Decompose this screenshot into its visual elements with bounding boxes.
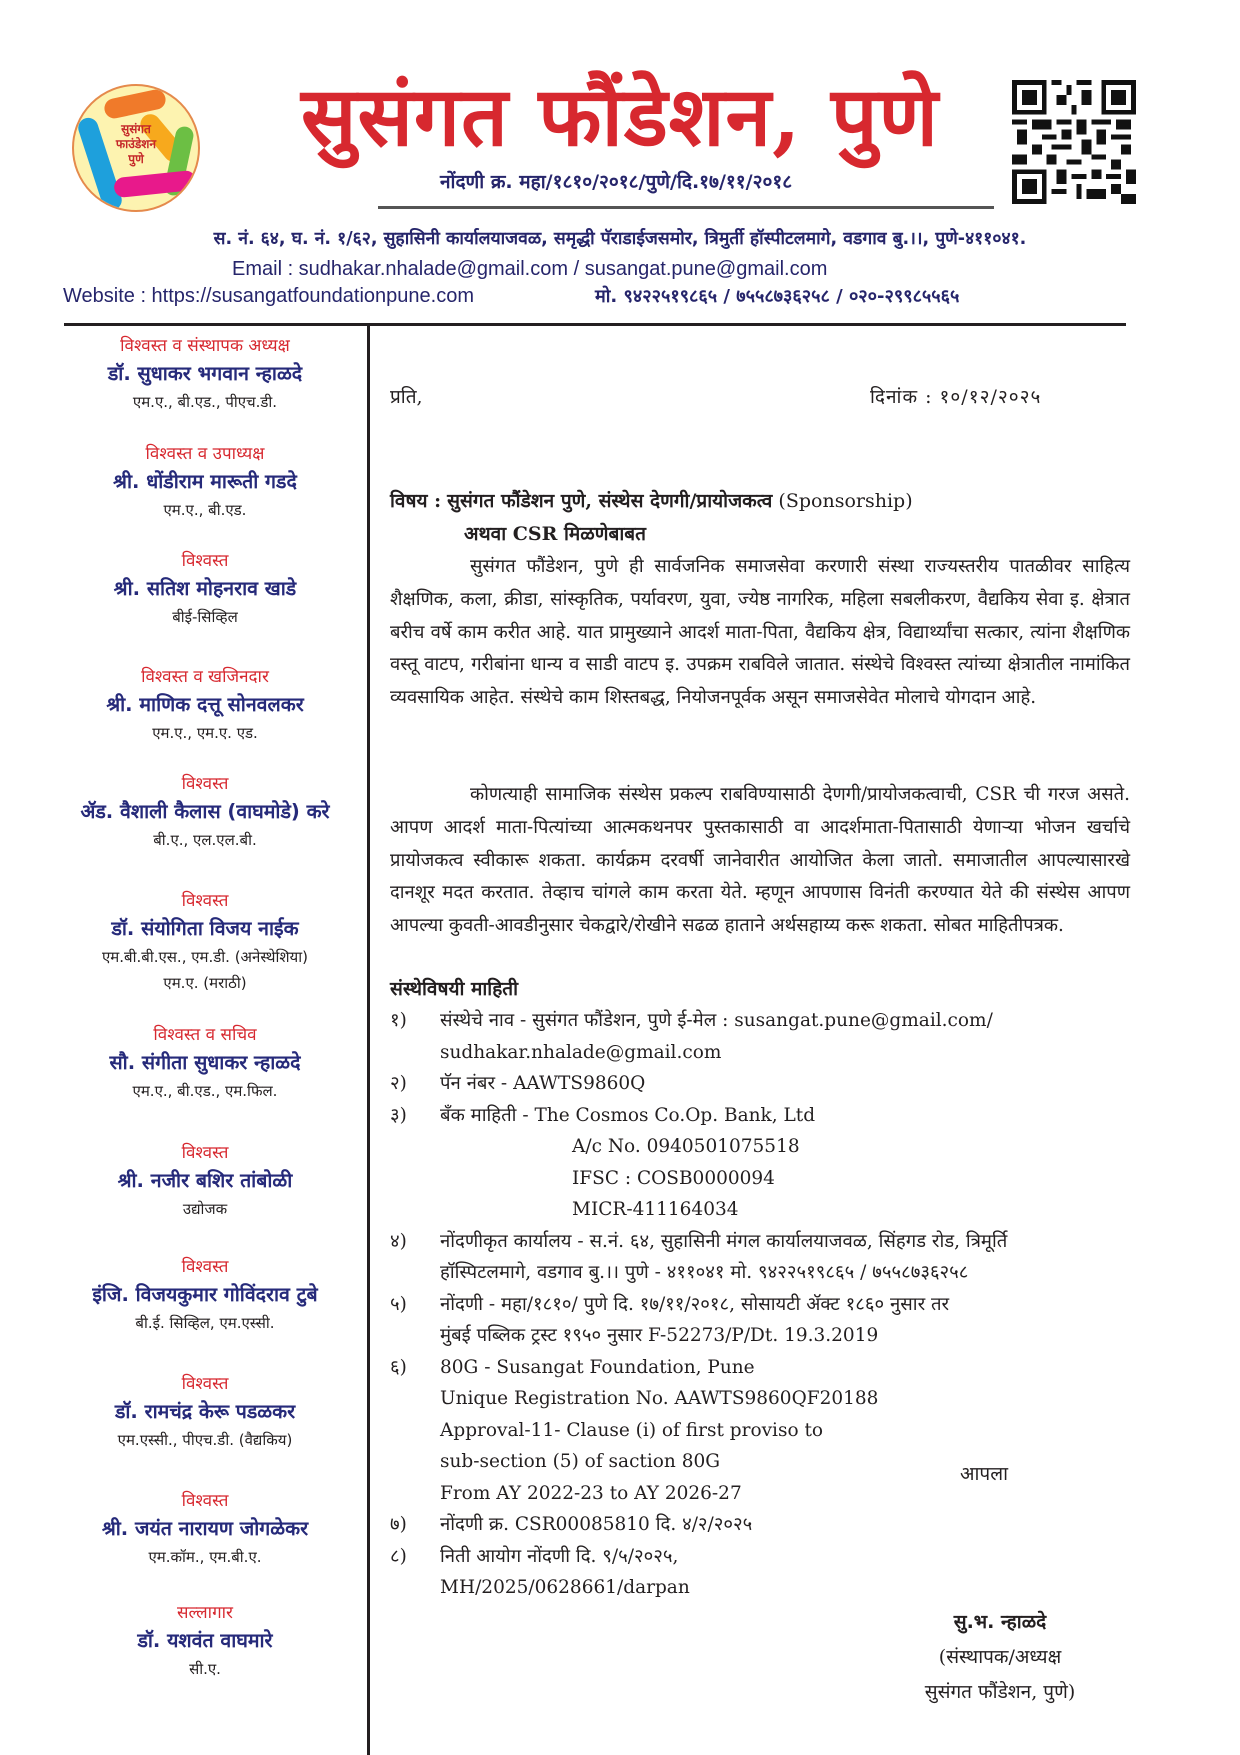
trustee-name: इंजि. विजयकुमार गोविंदराव टुबे — [92, 1283, 318, 1306]
trustee-role: विश्वस्त — [181, 1143, 229, 1163]
trustee-qualification: एम.एस्सी., पीएच.डी. (वैद्यकिय) — [117, 1431, 293, 1449]
info-item — [390, 1289, 1135, 1352]
trustee-entry — [50, 1254, 360, 1371]
trustee-role: विश्वस्त — [181, 891, 229, 911]
item-line[interactable]: sudhakar.nhalade@gmail.com — [440, 1041, 722, 1063]
item-line: Unique Registration No. AAWTS9860QF20188 — [440, 1388, 879, 1409]
item-number: ५) — [390, 1293, 407, 1315]
trustee-name: श्री. माणिक दत्तू सोनवलकर — [106, 693, 304, 716]
item-line: MH/2025/0628661/darpan — [440, 1577, 690, 1598]
trustee-entry — [50, 441, 360, 548]
subject-line-2: अथवा CSR मिळणेबाबत — [464, 523, 646, 545]
trustee-qualification: एम.ए., बी.एड., एम.फिल. — [132, 1082, 278, 1100]
item-line: 80G - Susangat Foundation, Pune — [440, 1356, 755, 1378]
logo-text-line: पुणे — [128, 152, 144, 166]
item-line: पॅन नंबर - AAWTS9860Q — [440, 1073, 646, 1094]
subject-text: सुसंगत फौंडेशन पुणे, संस्थेस देणगी/प्रायोजकत्व — [447, 490, 773, 512]
trustee-qualification: बीई-सिव्हिल — [172, 608, 238, 626]
trustee-entry — [50, 1488, 360, 1600]
bank-account: A/c No. 0940501075518 — [572, 1136, 800, 1157]
trustee-role: विश्वस्त व खजिनदार — [141, 667, 269, 687]
info-item — [390, 1509, 1135, 1541]
trustee-role: विश्वस्त — [181, 1374, 229, 1394]
info-heading: संस्थेविषयी माहिती — [390, 978, 519, 1000]
trustee-name: सौ. संगीता सुधाकर न्हाळदे — [109, 1051, 301, 1074]
bank-ifsc: IFSC : COSB0000094 — [572, 1167, 775, 1189]
item-line: नोंदणी - महा/१८१०/ पुणे दि. १७/११/२०१८, सोसायटी ॲक्ट १८६० नुसार तर — [440, 1293, 950, 1315]
trustee-entry — [50, 888, 360, 1022]
trustee-qualification: सी.ए. — [189, 1660, 221, 1678]
qr-code-icon[interactable] — [1012, 80, 1136, 204]
trustee-qualification: एम.बी.बी.एस., एम.डी. (अनेस्थेशिया) — [102, 948, 308, 966]
foundation-logo — [72, 84, 200, 212]
item-line: Approval-11- Clause (i) of first proviso to — [440, 1419, 824, 1441]
trustee-role: विश्वस्त — [181, 1257, 229, 1277]
trustee-qualification: एम.कॉम., एम.बी.ए. — [148, 1548, 262, 1566]
trustee-name: डॉ. रामचंद्र केरू पडळकर — [114, 1400, 296, 1423]
trustee-qualification: एम.ए., एम.ए. एड. — [152, 724, 258, 742]
info-item — [390, 1100, 1135, 1226]
trustee-entry — [50, 771, 360, 888]
info-item — [390, 1352, 1135, 1510]
hand-pink-icon — [113, 170, 197, 198]
trustee-role: विश्वस्त व सचिव — [153, 1025, 257, 1045]
trustee-qualification: बी.ए., एल.एल.बी. — [153, 831, 257, 849]
letter-date: दिनांक : १०/१२/२०२५ — [870, 386, 1042, 408]
trustee-role: विश्वस्त — [181, 774, 229, 794]
trustee-entry — [50, 1140, 360, 1254]
signature-block — [880, 1605, 1120, 1710]
salutation: प्रति, — [390, 386, 423, 408]
header-divider — [64, 323, 1126, 326]
address-line: स. नं. ६४, घ. नं. १/६२, सुहासिनी कार्यालयाजवळ, समृद्धी पॅराडाईजसमोर, त्रिमुर्ती हॉस्पीटलमागे, वडगाव बु.।।, पुणे-४११०४१. — [213, 229, 1027, 249]
trustee-name: डॉ. संयोगिता विजय नाईक — [111, 917, 299, 940]
item-line: बँक माहिती - The Cosmos Co.Op. Bank, Ltd — [440, 1104, 816, 1126]
trustee-qualification: बी.ई. सिव्हिल, एम.एस्सी. — [135, 1314, 275, 1332]
subject-suffix: (Sponsorship) — [772, 490, 913, 512]
bank-micr: MICR-411164034 — [572, 1199, 739, 1220]
trustee-name: डॉ. यशवंत वाघमारे — [137, 1629, 273, 1652]
trustee-role: विश्वस्त — [181, 1491, 229, 1511]
item-line: निती आयोग नोंदणी दि. ९/५/२०२५, — [440, 1545, 679, 1567]
signatory-org: सुसंगत फौंडेशन, पुणे) — [924, 1681, 1076, 1703]
trustee-name: श्री. धोंडीराम मारूती गडदे — [113, 470, 297, 493]
info-list — [390, 1005, 1135, 1604]
closing: आपला — [960, 1463, 1009, 1485]
item-line: नोंदणी क्र. CSR00085810 दि. ४/२/२०२५ — [440, 1514, 753, 1535]
subject-line — [390, 485, 1130, 518]
item-line: नोंदणीकृत कार्यालय - स.नं. ६४, सुहासिनी मंगल कार्यालयाजवळ, सिंहगड रोड, त्रिमूर्ति — [440, 1230, 1008, 1252]
trustee-role: विश्वस्त व उपाध्यक्ष — [145, 444, 265, 464]
trustee-name: श्री. नजीर बशिर तांबोळी — [117, 1169, 293, 1192]
body-paragraph: कोणत्याही सामाजिक संस्थेस प्रकल्प राबविण्यासाठी देणगी/प्रायोजकत्वाची, CSR ची गरज असते. आपण आदर्श माता-पित्यांच्या आत्मकथनपर पुस्तकासाठी वा आदर्शमाता-पितासाठी येणाऱ्या भोजन खर्चाचे प्रायोजकत्व स्वीकारू शकता. कार्यक्रम दरवर्षी जानेवारीत आयोजित केला जातो. समाजातील आपल्यासारखे दानशूर मदत करतात. तेव्हाच चांगले काम करता येते. म्हणून आपणास विनंती करण्यात येते की संस्थेस आपण आपल्या कुवती-आवडीनुसार चेकद्वारे/रोखीने सढळ हाताने अर्थसहाय्य करू शकता. सोबत माहितीपत्रक. — [390, 784, 1130, 937]
trustee-name: डॉ. सुधाकर भगवान न्हाळदे — [107, 362, 303, 385]
item-line: हॉस्पिटलमागे, वडगाव बु.।। पुणे - ४११०४१ मो. ९४२२५१९८६५ / ७५५८७३६२५८ — [440, 1262, 969, 1283]
signatory-title: (संस्थापक/अध्यक्ष — [938, 1646, 1062, 1668]
trustee-entry — [50, 1600, 360, 1682]
title-divider — [378, 206, 994, 209]
trustee-name: ॲड. वैशाली कैलास (वाघमोडे) करे — [80, 800, 330, 823]
info-item — [390, 1068, 1135, 1100]
item-line: मुंबई पब्लिक ट्रस्ट १९५० नुसार F-52273/P/Dt. 19.3.2019 — [440, 1325, 879, 1346]
phone-numbers: मो. ९४२२५१९८६५ / ७५५८७३६२५८ / ०२०-२९९८५५६५ — [595, 286, 960, 307]
info-item — [390, 1226, 1135, 1289]
item-line: संस्थेचे नाव - सुसंगत फौंडेशन, पुणे ई-मेल : susangat.pune@gmail.com/ — [440, 1010, 993, 1031]
item-number: ४) — [390, 1230, 407, 1252]
trustee-qualification: एम.ए. (मराठी) — [163, 974, 247, 992]
subject-block — [390, 485, 1130, 551]
trustee-entry — [50, 1371, 360, 1488]
item-number: ७) — [390, 1514, 407, 1535]
registration-number: नोंदणी क्र. महा/१८१०/२०१८/पुणे/दि.१७/११/२०१८ — [440, 171, 793, 193]
trustee-entry — [50, 333, 360, 441]
column-divider — [367, 323, 370, 1755]
email-line[interactable]: Email : sudhakar.nhalade@gmail.com / susangat.pune@gmail.com — [232, 258, 828, 280]
hand-orange-icon — [103, 88, 168, 120]
trustee-name: श्री. जयंत नारायण जोगळेकर — [101, 1517, 309, 1540]
item-number: ६) — [390, 1356, 407, 1378]
trustee-role: विश्वस्त व संस्थापक अध्यक्ष — [120, 336, 290, 356]
item-line: From AY 2022-23 to AY 2026-27 — [440, 1482, 742, 1504]
signatory-name: सु.भ. न्हाळदे — [953, 1611, 1047, 1633]
trustee-role: विश्वस्त — [181, 551, 229, 571]
info-item — [390, 1005, 1135, 1068]
trustee-entry — [50, 548, 360, 664]
trustee-entry — [50, 664, 360, 771]
website-link[interactable]: Website : https://susangatfoundationpune.com — [63, 285, 475, 307]
body-paragraph: सुसंगत फौंडेशन, पुणे ही सार्वजनिक समाजसेवा करणारी संस्था राज्यस्तरीय पातळीवर साहित्य शैक्षणिक, कला, क्रीडा, सांस्कृतिक, पर्यावरण, युवा, ज्येष्ठ नागरिक, महिला सबलीकरण, वैद्यकिय सेवा इ. क्षेत्रात बरीच वर्षे काम करीत आहे. यात प्रामुख्याने आदर्श माता-पिता, वैद्यकिय क्षेत्र, विद्यार्थ्यांचा सत्कार, त्यांना शैक्षणिक वस्तू वाटप, गरीबांना धान्य व साडी वाटप इ. उपक्रम राबविले जातात. संस्थेचे विश्वस्त त्यांच्या क्षेत्रातील नामांकित व्यवसायिक आहेत. संस्थेचे काम शिस्तबद्ध, नियोजनपूर्वक असून समाजसेवेत मोलाचे योगदान आहे. — [390, 556, 1130, 709]
item-number: १) — [390, 1010, 407, 1031]
org-title: सुसंगत फौंडेशन, पुणे — [301, 69, 939, 165]
trustee-qualification: उद्योजक — [182, 1200, 228, 1218]
trustee-qualification: एम.ए., बी.एड., पीएच.डी. — [132, 393, 278, 411]
subject-label: विषय : — [390, 490, 442, 512]
item-number: ८) — [390, 1545, 407, 1567]
logo-text-line: सुसंगत — [121, 122, 151, 136]
info-item — [390, 1541, 1135, 1604]
trustees-sidebar — [50, 333, 360, 1682]
item-number: ३) — [390, 1104, 407, 1126]
item-number: २) — [390, 1073, 407, 1094]
item-line: sub-section (5) of saction 80G — [440, 1451, 721, 1472]
logo-text-line: फाउंडेशन — [115, 137, 157, 151]
logo-text — [74, 122, 198, 167]
trustee-qualification: एम.ए., बी.एड. — [163, 501, 247, 519]
trustee-entry — [50, 1022, 360, 1140]
trustee-name: श्री. सतिश मोहनराव खाडे — [113, 577, 297, 600]
trustee-role: सल्लागार — [176, 1603, 233, 1623]
